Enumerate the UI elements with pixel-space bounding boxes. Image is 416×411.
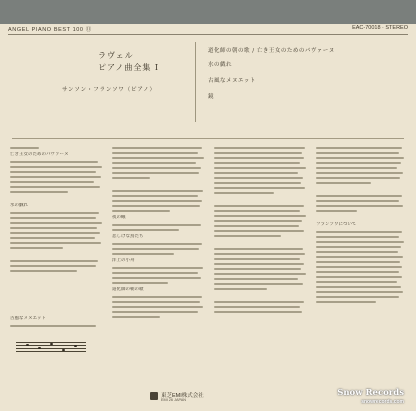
text-line xyxy=(316,167,397,169)
text-line xyxy=(112,162,196,164)
text-line xyxy=(214,192,274,194)
text-line xyxy=(316,291,403,293)
text-line xyxy=(112,248,199,250)
text-line xyxy=(10,237,95,239)
text-line xyxy=(10,270,77,272)
text-line xyxy=(316,162,401,164)
text-line xyxy=(316,276,402,278)
title-divider xyxy=(195,42,196,122)
text-line xyxy=(112,195,198,197)
liner-notes-column-2 xyxy=(112,144,208,384)
text-line xyxy=(316,157,404,159)
text-line xyxy=(112,210,170,212)
text-line xyxy=(112,272,198,274)
track-title: 古風なメヌエット xyxy=(208,78,256,84)
liner-notes-column-3 xyxy=(214,144,310,384)
section-heading: 夜の蛾 xyxy=(112,215,126,220)
text-line xyxy=(10,242,101,244)
text-line xyxy=(316,251,398,253)
text-line xyxy=(214,268,301,270)
text-line xyxy=(316,231,402,233)
text-line xyxy=(112,267,203,269)
text-line xyxy=(316,152,399,154)
text-line xyxy=(214,258,300,260)
text-line xyxy=(316,256,403,258)
text-line xyxy=(214,253,305,255)
text-line xyxy=(316,200,399,202)
text-line xyxy=(112,205,200,207)
text-line xyxy=(316,246,401,248)
text-line xyxy=(10,191,68,193)
text-line xyxy=(214,230,304,232)
section-divider xyxy=(12,138,404,139)
text-line xyxy=(316,266,402,268)
text-line xyxy=(112,167,201,169)
text-line xyxy=(214,152,302,154)
text-line xyxy=(316,301,376,303)
text-line xyxy=(214,235,281,237)
text-line xyxy=(214,177,303,179)
toshiba-emi-logo-icon xyxy=(150,392,158,400)
text-line xyxy=(10,166,102,168)
text-line xyxy=(316,177,400,179)
performer-name: サンソン・フランソワ（ピアノ） xyxy=(62,87,156,93)
text-line xyxy=(214,301,304,303)
text-line xyxy=(112,277,201,279)
text-line xyxy=(214,147,305,149)
text-line xyxy=(112,243,202,245)
section-heading: 悲しげな鳥たち xyxy=(112,234,144,239)
text-line xyxy=(214,311,302,313)
text-line xyxy=(214,288,267,290)
text-line xyxy=(112,306,203,308)
text-line xyxy=(112,190,203,192)
text-line xyxy=(112,200,202,202)
header-strip xyxy=(8,24,408,35)
text-line xyxy=(316,271,399,273)
text-line xyxy=(214,205,304,207)
composer-name: ラヴェル xyxy=(98,51,134,60)
text-line xyxy=(214,157,304,159)
text-line xyxy=(214,263,304,265)
section-heading: 洋上の小舟 xyxy=(112,258,135,263)
text-line xyxy=(214,210,300,212)
text-line xyxy=(214,220,302,222)
track-title: 道化師の朝の歌 / 亡き王女のためのパヴァーヌ xyxy=(208,48,335,54)
text-line xyxy=(10,161,98,163)
text-line xyxy=(112,177,150,179)
text-line xyxy=(10,176,101,178)
liner-notes-column-4 xyxy=(316,144,408,384)
series-label: ANGEL PIANO BEST 100 ⑪ xyxy=(8,27,92,33)
text-line xyxy=(10,325,96,327)
text-line xyxy=(112,229,179,231)
top-band xyxy=(0,0,416,24)
text-line xyxy=(316,172,403,174)
text-line xyxy=(316,241,404,243)
text-line xyxy=(214,162,300,164)
text-line xyxy=(10,265,96,267)
text-line xyxy=(112,282,168,284)
text-line xyxy=(316,236,399,238)
text-line xyxy=(112,152,198,154)
text-line xyxy=(10,217,96,219)
text-line xyxy=(10,212,99,214)
text-line xyxy=(10,171,96,173)
text-line xyxy=(214,283,303,285)
text-line xyxy=(112,296,202,298)
text-line xyxy=(10,232,100,234)
text-line xyxy=(112,147,202,149)
text-line xyxy=(214,215,306,217)
text-line xyxy=(214,172,298,174)
watermark-text: Snow Records xyxy=(337,388,404,398)
record-label-name: 東芝EMI株式会社 xyxy=(161,393,204,399)
text-line xyxy=(214,225,299,227)
text-line xyxy=(10,227,97,229)
text-line xyxy=(316,286,401,288)
section-heading: 水の戯れ xyxy=(10,203,28,208)
text-line xyxy=(316,296,399,298)
text-line xyxy=(316,205,403,207)
text-line xyxy=(112,172,199,174)
text-line xyxy=(214,273,306,275)
text-line xyxy=(214,278,298,280)
section-heading: 亡き王女のためのパヴァーヌ xyxy=(10,152,69,157)
text-line xyxy=(112,253,174,255)
text-line xyxy=(112,311,198,313)
section-heading: 古風なメヌエット xyxy=(10,316,46,321)
footer xyxy=(0,386,416,411)
text-line xyxy=(316,182,371,184)
catalog-number: EAC-70018 · STEREO xyxy=(352,25,408,31)
record-label-code: EMI 26 JAPAN xyxy=(161,398,187,402)
text-line xyxy=(112,301,200,303)
text-line xyxy=(10,222,102,224)
title-block xyxy=(40,38,360,128)
track-title: 水の戯れ xyxy=(208,62,233,68)
text-line xyxy=(112,316,160,318)
text-line xyxy=(214,167,306,169)
text-line xyxy=(214,182,301,184)
text-line xyxy=(316,261,400,263)
text-line xyxy=(214,306,300,308)
text-line xyxy=(316,281,397,283)
text-line xyxy=(112,224,201,226)
text-line xyxy=(10,147,39,149)
text-line xyxy=(214,187,305,189)
album-title: ピアノ曲全集 I xyxy=(98,63,160,72)
section-heading: フランソワについて xyxy=(316,222,357,227)
text-line xyxy=(112,157,204,159)
text-line xyxy=(316,147,402,149)
text-line xyxy=(10,186,100,188)
watermark-url: snowrecords.com xyxy=(361,399,404,405)
text-line xyxy=(10,247,63,249)
text-line xyxy=(10,181,94,183)
text-line xyxy=(214,248,303,250)
text-line xyxy=(316,210,357,212)
track-title: 鏡 xyxy=(208,94,215,100)
music-score-excerpt xyxy=(16,340,86,354)
text-line xyxy=(316,195,402,197)
section-heading: 道化師の朝の歌 xyxy=(112,287,144,292)
text-line xyxy=(10,260,98,262)
